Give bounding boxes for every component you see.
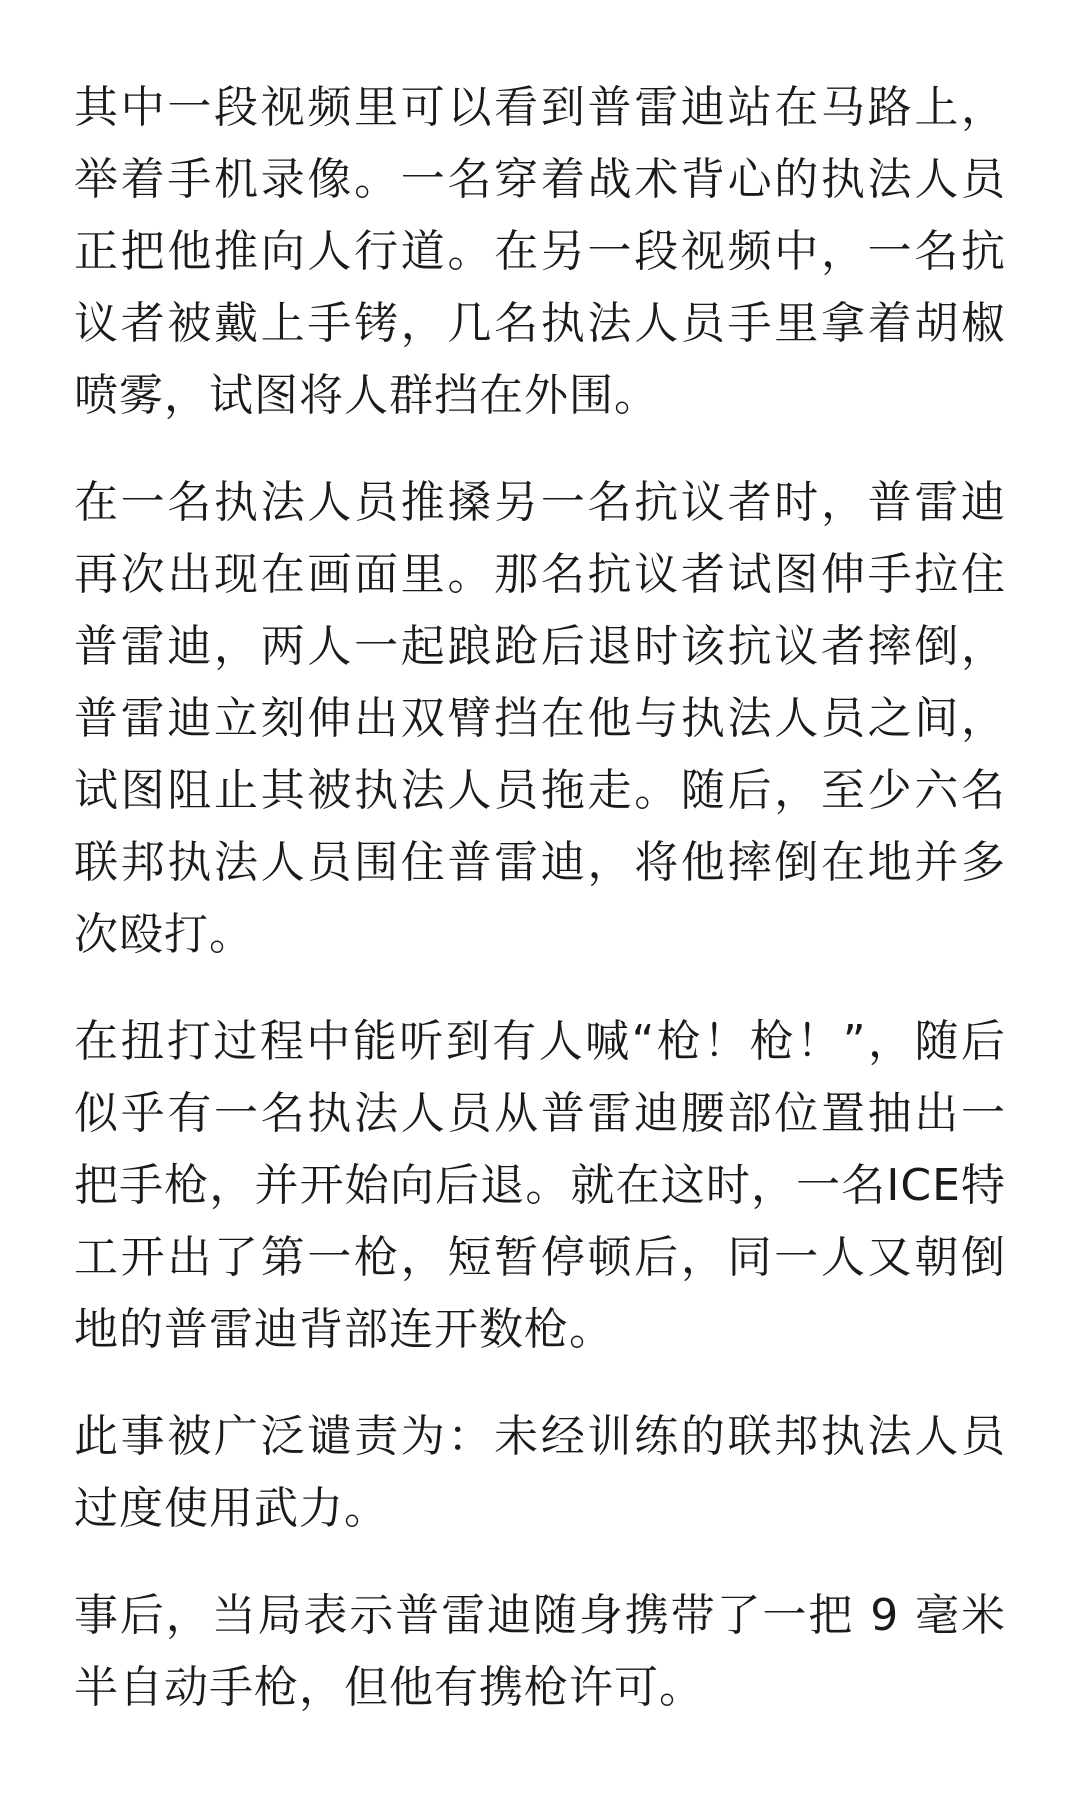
article-paragraph-5: 事后，当局表示普雷迪随身携带了一把 9 毫米半自动手枪，但他有携枪许可。 [74,1590,1006,1713]
article-paragraph-1: 其中一段视频里可以看到普雷迪站在马路上，举着手机录像。一名穿着战术背心的执法人员正把他推向人行道。在另一段视频中，一名抗议者被戴上手铐，几名执法人员手里拿着胡椒喷雾，试图将人群挡在外围。 [74,82,1006,421]
article-paragraph-2: 在一名执法人员推搡另一名抗议者时，普雷迪再次出现在画面里。那名抗议者试图伸手拉住普雷迪，两人一起踉跄后退时该抗议者摔倒，普雷迪立刻伸出双臂挡在他与执法人员之间，试图阻止其被执法人员拖走。随后，至少六名联邦执法人员围住普雷迪，将他摔倒在地并多次殴打。 [74,477,1006,960]
article-paragraph-4: 此事被广泛谴责为：未经训练的联邦执法人员过度使用武力。 [74,1411,1006,1534]
article-paragraph-3: 在扭打过程中能听到有人喊“枪！枪！”，随后似乎有一名执法人员从普雷迪腰部位置抽出一把手枪，并开始向后退。就在这时，一名ICE特工开出了第一枪，短暂停顿后，同一人又朝倒地的普雷迪背部连开数枪。 [74,1016,1006,1355]
